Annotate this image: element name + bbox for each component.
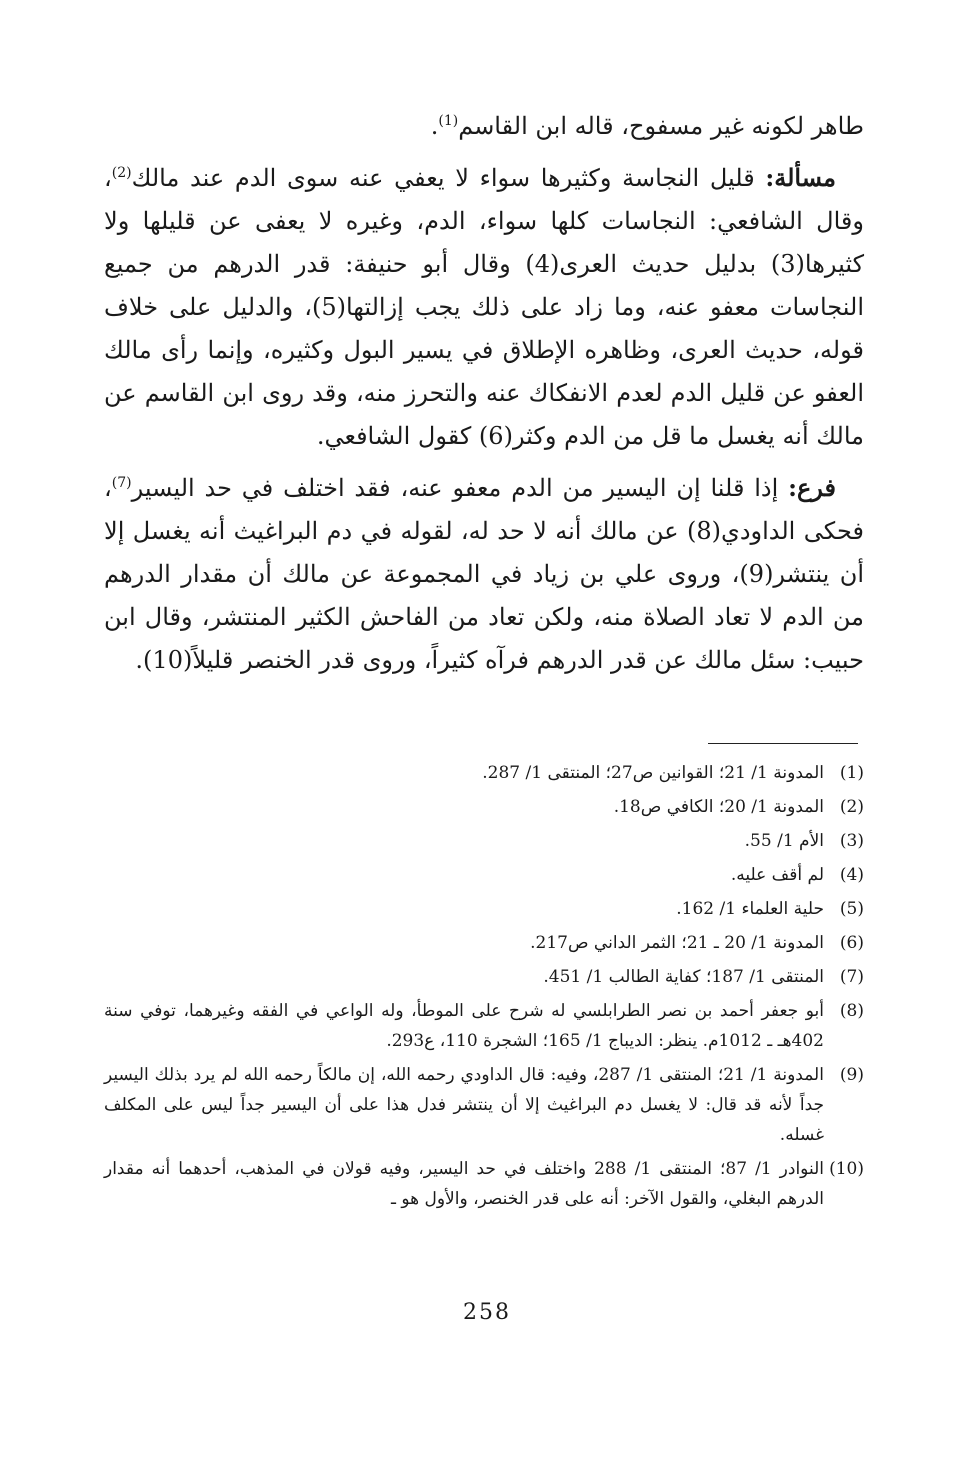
footnote-number: (4) [839, 865, 864, 885]
footnote-ref: (2) [111, 165, 132, 181]
footnote-item [104, 860, 864, 890]
paragraph-tail: ، فحكى الداودي(8) عن مالك أنه لا حد له، لقوله في دم البراغيث أنه يغسل إلا أن ينتشر(9)، وروى علي بن زياد في المجموعة عن مالك أن مقدار الدرهم من الدم لا تعاد الصلاة منه، ولكن تعاد من الفاحش الكثير المنتشر، وقال ابن حبيب: سئل مالك عن قدر الدرهم فرآه كثيراً، وروى قدر الخنصر قليلاً(10). [104, 474, 864, 674]
footnote-text: الأم 1/ 55. [744, 831, 824, 851]
footnote-number: (3) [839, 831, 864, 851]
footnote-text: المدونة 1/ 21؛ القوانين ص27؛ المنتقى 1/ 287. [482, 763, 824, 783]
footnote-text: لم أقف عليه. [730, 865, 824, 885]
footnote-item [104, 894, 864, 924]
footnote-number: (10) [829, 1159, 864, 1179]
footnote-text: المنتقى 1/ 187؛ كفاية الطالب 1/ 451. [543, 967, 824, 987]
footnote-number: (7) [839, 967, 864, 987]
paragraph-tail: ، وقال الشافعي: النجاسات كلها سواء، الدم، وغيره لا يعفى عن قليلها ولا كثيرها(3) بدليل حديث العرى(4) وقال أبو حنيفة: قدر الدرهم من جميع النجاسات معفو عنه، وما زاد على ذلك يجب إزالتها(5)، والدليل على خلاف قوله، حديث العرى، وظاهره الإطلاق في يسير البول وكثيره، وإنما رأى مالك العفو عن قليل الدم لعدم الانفكاك عنه والتحرز منه، وقد روى ابن القاسم عن مالك أنه يغسل ما قل من الدم وكثر(6) كقول الشافعي. [104, 164, 865, 450]
paragraph-text: إذا قلنا إن اليسير من الدم معفو عنه، فقد اختلف في حد اليسير [131, 474, 789, 502]
footnote-item [104, 758, 864, 788]
footnote-text: المدونة 1/ 21؛ المنتقى 1/ 287، وفيه: قال الداودي رحمه الله، إن مالكاً رحمه الله لم يرد بذلك اليسير جداً لأنه قد قال: لا يغسل دم البراغيث إلا أن ينتشر فدل هذا على أن اليسير جداً ليس على المكلف غسله. [104, 1065, 824, 1145]
footnote-item [104, 1060, 864, 1150]
main-text [104, 104, 864, 690]
footnote-number: (1) [839, 763, 864, 783]
footnote-text: المدونة 1/ 20 ـ 21؛ الثمر الداني ص217. [530, 933, 824, 953]
footnote-item [104, 996, 864, 1056]
footnote-number: (5) [839, 899, 864, 919]
footnote-text: حلية العلماء 1/ 162. [676, 899, 824, 919]
paragraph-1 [104, 104, 864, 148]
footnote-item [104, 962, 864, 992]
paragraph-text: قليل النجاسة وكثيرها سواء لا يعفي عنه سوى الدم عند مالك [131, 164, 766, 192]
page-number: 258 [463, 1300, 511, 1325]
footnote-text: النوادر 1/ 87؛ المنتقى 1/ 288 واختلف في حد اليسير، وفيه قولان في المذهب، أحدهما أنه مقدار الدرهم البغلي، والقول الآخر: أنه على قدر الخنصر، والأول هو ـ [104, 1159, 824, 1209]
paragraph-far [104, 466, 864, 682]
footnote-item [104, 928, 864, 958]
footnote-ref: (1) [438, 113, 459, 129]
footnote-number: (2) [839, 797, 864, 817]
footnote-text: المدونة 1/ 20؛ الكافي ص18. [613, 797, 824, 817]
footnote-divider [708, 743, 858, 744]
footnote-ref: (7) [111, 475, 132, 491]
paragraph-tail: . [430, 112, 439, 140]
footnote-number: (6) [839, 933, 864, 953]
paragraph-text: طاهر لكونه غير مسفوح، قاله ابن القاسم [458, 112, 864, 140]
footnote-item [104, 1154, 864, 1214]
paragraph-lead: فرع: [788, 473, 836, 502]
footnote-number: (8) [839, 1001, 864, 1021]
footnote-number: (9) [839, 1065, 864, 1085]
footnote-item [104, 792, 864, 822]
footnotes [104, 758, 864, 1218]
paragraph-masala [104, 156, 864, 458]
footnote-text: أبو جعفر أحمد بن نصر الطرابلسي له شرح على الموطأ، وله الواعي في الفقه وغيرهما، توفي سنة 402هـ ـ 1012م. ينظر: الديباج 1/ 165؛ الشجرة 110، ع293. [104, 1001, 824, 1051]
footnote-item [104, 826, 864, 856]
paragraph-lead: مسألة: [765, 163, 836, 192]
